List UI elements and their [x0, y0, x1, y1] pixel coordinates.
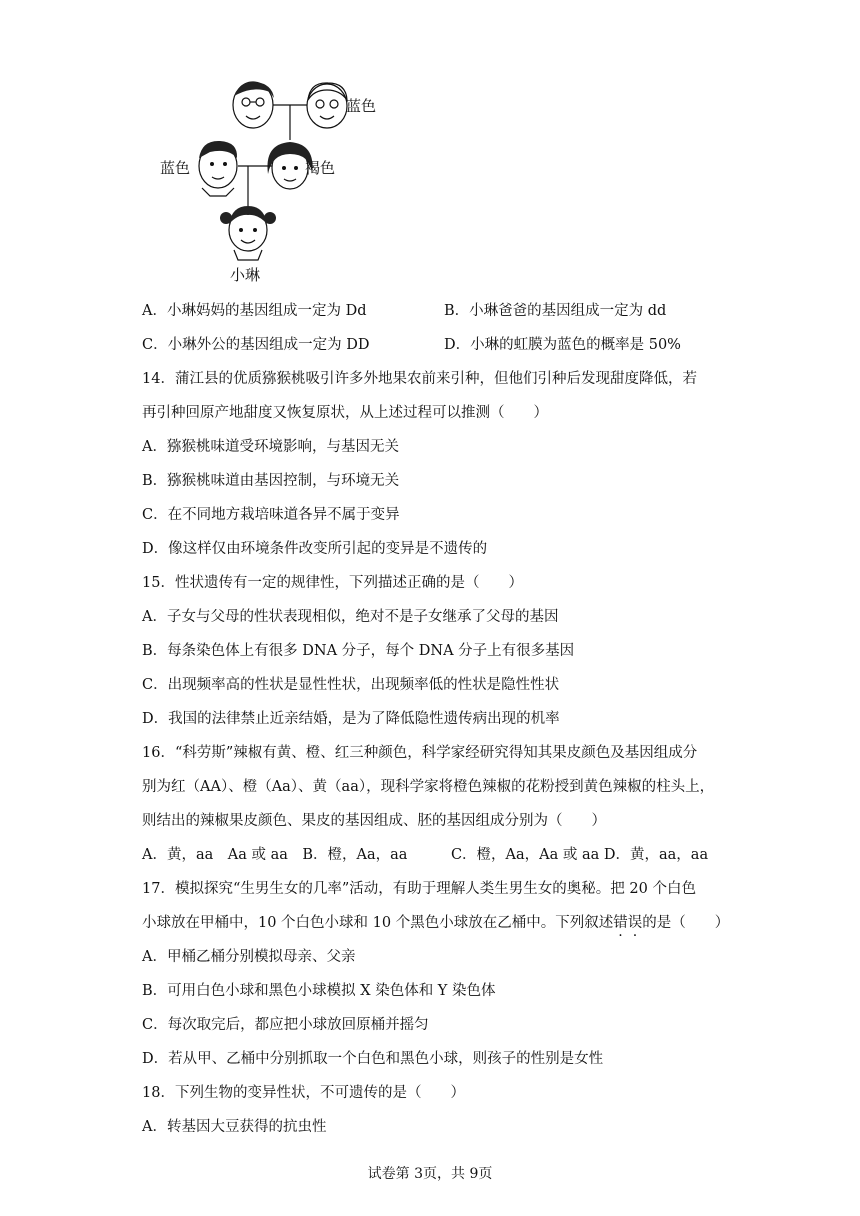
q17-emphasis-char-2: 误: [627, 915, 643, 931]
q17-option-a: A．甲桶乙桶分别模拟母亲、父亲: [142, 949, 356, 965]
mother-eye-color-label: 褐色: [305, 159, 336, 177]
q14-stem-line2: 再引种回原产地甜度又恢复原状，从上述过程可以推测（ ）: [142, 405, 548, 421]
child-name-label: 小琳: [230, 266, 261, 284]
q13-option-d: D．小琳的虹膜为蓝色的概率是 50%: [444, 337, 681, 353]
q17-stem-line2: [142, 911, 729, 932]
q17-stem-post: 的是（ ）: [642, 915, 730, 931]
q15-option-c: C．出现频率高的性状是显性性状，出现频率低的性状是隐性性状: [142, 677, 560, 693]
q14-option-b: B．猕猴桃味道由基因控制，与环境无关: [142, 473, 400, 489]
q14-option-c: C．在不同地方栽培味道各异不属于变异: [142, 507, 400, 523]
q17-option-d: D．若从甲、乙桶中分别抓取一个白色和黑色小球，则孩子的性别是女性: [142, 1051, 604, 1067]
q17-stem-line1: 17．模拟探究“生男生女的几率”活动，有助于理解人类生男生女的奥秘。把 20 个白色: [142, 881, 696, 897]
q17-option-c: C．每次取完后，都应把小球放回原桶并摇匀: [142, 1017, 429, 1033]
q18-stem: 18．下列生物的变异性状，不可遗传的是（ ）: [142, 1085, 465, 1101]
q17-stem-pre: 小球放在甲桶中，10 个白色小球和 10 个黑色小球放在乙桶中。下列叙述: [142, 915, 614, 931]
q18-option-a: A．转基因大豆获得的抗虫性: [142, 1119, 327, 1135]
q16-stem-line2: 别为红（AA）、橙（Aa）、黄（aa），现科学家将橙色辣椒的花粉授到黄色辣椒的柱头上，: [142, 779, 715, 795]
father-face-icon: [199, 141, 237, 196]
q16-stem-line3: 则结出的辣椒果皮颜色、果皮的基因组成、胚的基因组成分别为（ ）: [142, 813, 606, 829]
q15-option-a: A．子女与父母的性状表现相似，绝对不是子女继承了父母的基因: [142, 609, 559, 625]
grandmother-eye-color-label: 蓝色: [346, 97, 377, 115]
page-footer: 试卷第 3页，共 9页: [367, 1166, 493, 1182]
q13-option-b: B．小琳爸爸的基因组成一定为 dd: [444, 303, 667, 319]
q16-options: A．黄，aa Aa 或 aa B．橙，Aa，aa C．橙，Aa，Aa 或 aa D．黄，aa，aa: [142, 847, 709, 863]
q13-option-a: A．小琳妈妈的基因组成一定为 Dd: [142, 303, 367, 319]
q15-option-d: D．我国的法律禁止近亲结婚，是为了降低隐性遗传病出现的机率: [142, 711, 560, 727]
q13-option-c: C．小琳外公的基因组成一定为 DD: [142, 337, 370, 353]
grandmother-face-icon: [307, 83, 347, 128]
father-eye-color-label: 蓝色: [160, 159, 191, 177]
q17-option-b: B．可用白色小球和黑色小球模拟 X 染色体和 Y 染色体: [142, 983, 496, 999]
q16-stem-line1: 16．“科劳斯”辣椒有黄、橙、红三种颜色，科学家经研究得知其果皮颜色及基因组成分: [142, 745, 698, 761]
grandfather-face-icon: [233, 82, 274, 128]
q15-stem: 15．性状遗传有一定的规律性，下列描述正确的是（ ）: [142, 575, 523, 591]
girl-face-icon: [220, 206, 276, 260]
q15-option-b: B．每条染色体上有很多 DNA 分子，每个 DNA 分子上有很多基因: [142, 643, 575, 659]
q14-option-d: D．像这样仅由环境条件改变所引起的变异是不遗传的: [142, 541, 488, 557]
q17-emphasis-char-1: 错: [613, 915, 628, 931]
q14-option-a: A．猕猴桃味道受环境影响，与基因无关: [142, 439, 399, 455]
q14-stem-line1: 14．蒲江县的优质猕猴桃吸引许多外地果农前来引种，但他们引种后发现甜度降低，若: [142, 371, 697, 387]
